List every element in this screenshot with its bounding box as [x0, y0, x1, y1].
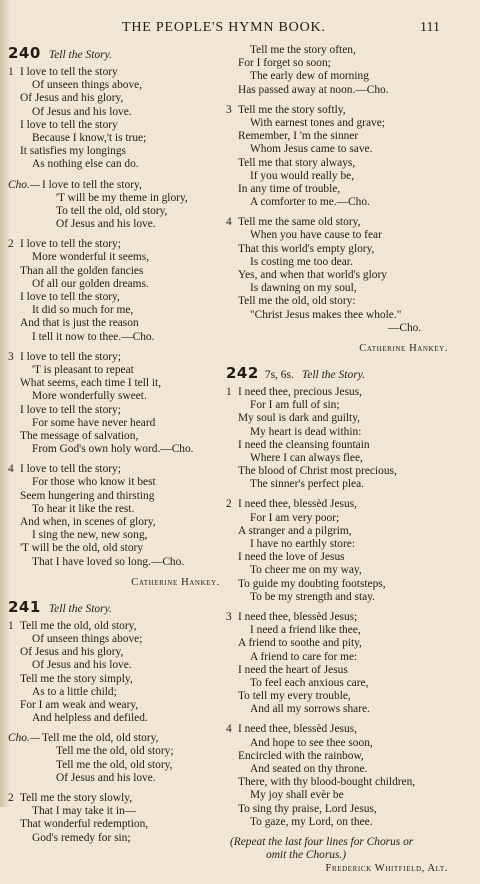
stanza-number: 4: [8, 463, 14, 476]
hymn-title: Tell the Story.: [48, 602, 112, 615]
verse-line: [8, 192, 220, 205]
stanza: [8, 351, 220, 457]
stanza-number: 2: [8, 238, 14, 251]
verse-text: To tell the old, old story,: [56, 204, 168, 217]
stanza: [226, 44, 448, 97]
verse-text: For I am full of sin;: [250, 399, 340, 412]
verse-text: If you would really be,: [250, 169, 355, 182]
verse-line: [226, 295, 448, 308]
verse-line: [8, 106, 220, 119]
verse-text: Of Jesus and his love.: [56, 218, 156, 231]
verse-line: [8, 529, 220, 542]
verse-text: When you have cause to fear: [250, 229, 382, 242]
verse-line: [226, 776, 448, 789]
verse-text: Seem hungering and thirsting: [20, 489, 155, 502]
verse-line: [8, 556, 220, 569]
verse-line: [226, 498, 448, 511]
verse-line: [8, 759, 220, 772]
verse-line: [8, 291, 220, 304]
verse-text: Tell me the story softly,: [238, 103, 346, 116]
stanza: [226, 611, 448, 717]
verse-text: It did so much for me,: [32, 304, 134, 317]
page-header: [0, 20, 480, 38]
verse-text: Tell me the old, old story:: [238, 295, 356, 308]
verse-text: To guide my doubting footsteps,: [238, 577, 386, 590]
verse-line: [8, 490, 220, 503]
verse-line: [8, 805, 220, 818]
stanza-number: 2: [8, 792, 14, 804]
verse-text: Of Jesus and his glory,: [20, 646, 124, 659]
verse-text: For I am weak and weary,: [20, 698, 139, 711]
verse-line: [8, 673, 220, 686]
verse-line: [8, 158, 220, 171]
verse-text: To be my strength and stay.: [250, 590, 376, 603]
verse-text: I love to tell the story;: [20, 463, 121, 476]
verse-line: [226, 183, 448, 196]
verse-line: [226, 816, 448, 829]
verse-line: [226, 57, 448, 70]
verse-text: Of Jesus and his love.: [32, 659, 132, 672]
verse-text: Because I know,'t is true;: [32, 131, 147, 144]
verse-line: [226, 44, 448, 57]
verse-text: I need the heart of Jesus: [238, 663, 348, 676]
verse-text: I need thee, blessèd Jesus,: [238, 498, 357, 511]
stanza: [8, 620, 220, 726]
chorus: [8, 179, 220, 232]
stanza: [226, 216, 448, 335]
hymn-block: [8, 598, 220, 845]
verse-text: To feel each anxious care,: [250, 676, 369, 689]
stanza: [8, 66, 220, 172]
verse-line: [226, 117, 448, 130]
hymn-block: [226, 44, 448, 356]
verse-text: Is costing me too dear.: [250, 255, 353, 268]
verse-text: To tell my every trouble,: [238, 690, 351, 703]
verse-text: And seated on thy throne.: [250, 763, 368, 775]
verse-line: [226, 690, 448, 703]
verse-line: [8, 699, 220, 712]
verse-line: [226, 412, 448, 425]
verse-line: [226, 322, 448, 335]
verse-text: Has passed away at noon.—Cho.: [238, 83, 389, 96]
verse-text: A comforter to me.—Cho.: [250, 196, 370, 209]
verse-text: Of unseen things above,: [32, 79, 143, 92]
verse-text: I love to tell the story: [20, 118, 118, 131]
verse-line: [226, 452, 448, 465]
verse-line: [226, 309, 448, 322]
verse-text: Tell me the old, old story,: [20, 619, 137, 632]
hymn-header: [8, 44, 220, 64]
verse-line: [8, 390, 220, 403]
verse-line: [8, 92, 220, 105]
verse-line: [226, 256, 448, 269]
verse-text: Of all our golden dreams.: [32, 277, 149, 290]
verse-text: I love to tell the story,: [20, 291, 120, 303]
verse-text: I need thee, blessèd Jesus,: [238, 723, 357, 736]
verse-line: [8, 351, 220, 364]
verse-text: Where I can always flee,: [250, 451, 363, 464]
verse-text: I need thee, precious Jesus,: [238, 385, 362, 398]
verse-text: That wonderful redemption,: [20, 818, 149, 831]
stanza-number: 1: [8, 619, 14, 632]
verse-line: [8, 317, 220, 330]
verse-line: [226, 578, 448, 591]
verse-line: [8, 633, 220, 646]
verse-text: The sinner's perfect plea.: [250, 478, 365, 491]
verse-text: Than all the golden fancies: [20, 264, 144, 277]
page-number: 111: [420, 20, 440, 35]
verse-text: Tell me that story always,: [238, 156, 356, 169]
verse-line: [226, 104, 448, 117]
verse-text: To cheer me on my way,: [250, 564, 362, 577]
verse-line: [226, 723, 448, 736]
verse-line: [8, 66, 220, 79]
verse-text: I love to tell the story,: [41, 178, 142, 191]
verse-text: For some have never heard: [32, 416, 156, 429]
verse-line: [8, 238, 220, 251]
stanza: [226, 386, 448, 492]
verse-line: [8, 542, 220, 555]
hymn-title: Tell the Story.: [48, 49, 112, 61]
verse-line: [8, 832, 220, 845]
verse-text: As to a little child;: [32, 685, 117, 698]
verse-text: The early dew of morning: [250, 70, 369, 83]
verse-text: Yes, and when that world's glory: [238, 269, 387, 281]
verse-text: I have no earthly store:: [250, 538, 356, 550]
verse-text: Tell me the old, old story,: [56, 758, 173, 771]
verse-line: [8, 620, 220, 633]
verse-text: My heart is dead within:: [250, 425, 362, 438]
verse-line: [8, 377, 220, 390]
verse-text: Of Jesus and his love.: [56, 771, 156, 784]
hymn-number: 242: [226, 363, 259, 382]
verse-line: [8, 278, 220, 291]
verse-text: That I have loved so long.—Cho.: [32, 555, 185, 568]
verse-line: [226, 803, 448, 816]
hymn-number: 240: [8, 44, 41, 62]
verse-line: [226, 737, 448, 750]
stanza-number: 3: [226, 610, 232, 623]
chorus-label: Cho.—: [8, 178, 40, 191]
verse-line: [226, 426, 448, 439]
stanza-number: 4: [226, 216, 232, 229]
stanza-number: 3: [8, 350, 14, 363]
verse-text: My joy shall evèr be: [250, 789, 344, 802]
verse-line: [8, 404, 220, 417]
verse-text: Of Jesus and his glory,: [20, 92, 124, 105]
verse-text: With earnest tones and grave;: [250, 116, 385, 129]
verse-line: [226, 465, 448, 478]
verse-line: [226, 130, 448, 143]
verse-text: For I am very poor;: [250, 511, 340, 524]
verse-line: [8, 251, 220, 264]
verse-text: I sing the new, new song,: [32, 529, 148, 542]
verse-line: [226, 538, 448, 551]
verse-line: [226, 143, 448, 156]
verse-text: Of Jesus and his love.: [32, 105, 132, 118]
verse-line: [226, 591, 448, 604]
verse-line: [8, 686, 220, 699]
verse-line: [8, 772, 220, 785]
verse-text: To gaze, my Lord, on thee.: [250, 815, 373, 828]
hymn-block: [226, 364, 448, 876]
verse-line: [8, 331, 220, 344]
author-credit: Frederick Whitfield, Alt.: [325, 863, 448, 875]
verse-text: I tell it now to thee.—Cho.: [32, 330, 155, 343]
author-credit: Catherine Hankey.: [359, 342, 448, 354]
verse-text: To hear it like the rest.: [32, 502, 135, 515]
stanza: [226, 104, 448, 210]
verse-text: The blood of Christ most precious,: [238, 465, 397, 478]
verse-text: It satisfies my longings: [20, 145, 126, 158]
verse-line: [226, 399, 448, 412]
verse-line: [8, 516, 220, 529]
verse-line: [8, 179, 220, 192]
verse-text: 'T is pleasant to repeat: [32, 363, 134, 376]
verse-line: [226, 243, 448, 256]
verse-line: [8, 265, 220, 278]
verse-line: [226, 282, 448, 295]
verse-text: Whom Jesus came to save.: [250, 143, 373, 156]
verse-text: That this world's empty glory,: [238, 242, 375, 255]
verse-text: I love to tell the story;: [20, 350, 121, 363]
verse-line: [226, 525, 448, 538]
verse-text: As nothing else can do.: [32, 158, 139, 171]
verse-text: I need the love of Jesus: [238, 551, 345, 564]
verse-line: [8, 218, 220, 231]
verse-text: 'T will be my theme in glory,: [56, 191, 188, 204]
verse-line: [8, 712, 220, 725]
verse-text: The message of salvation,: [20, 429, 139, 442]
verse-line: [8, 646, 220, 659]
verse-line: [226, 439, 448, 452]
verse-text: And hope to see thee soon,: [250, 736, 373, 749]
verse-line: [226, 677, 448, 690]
verse-text: A friend to soothe and pity,: [238, 637, 362, 650]
verse-text: In any time of trouble,: [238, 182, 341, 195]
verse-text: I love to tell the story;: [20, 238, 121, 251]
verse-line: [8, 659, 220, 672]
stanza-number: 1: [226, 385, 232, 398]
verse-text: God's remedy for sin;: [32, 831, 131, 844]
verse-line: [226, 269, 448, 282]
verse-line: [8, 417, 220, 430]
chorus: [8, 732, 220, 785]
verse-text: Encircled with the rainbow,: [238, 749, 364, 762]
verse-line: [226, 789, 448, 802]
verse-line: [8, 745, 220, 758]
hymn-number: 241: [8, 597, 41, 616]
verse-text: "Christ Jesus makes thee whole.": [250, 308, 402, 321]
verse-line: [8, 476, 220, 489]
verse-line: [226, 651, 448, 664]
hymn-title: Tell the Story.: [301, 368, 366, 381]
performance-note: omit the Chorus.): [266, 849, 347, 862]
stanza-number: 3: [226, 103, 232, 116]
stanza: [8, 463, 220, 569]
verse-line: [226, 611, 448, 624]
verse-text: And all my sorrows share.: [250, 703, 370, 716]
verse-text: Tell me the story simply,: [20, 672, 133, 685]
verse-text: There, with thy blood-bought children,: [238, 776, 416, 789]
verse-text: Of unseen things above;: [32, 632, 143, 645]
verse-line: [226, 70, 448, 83]
verse-text: Tell me the old, old story;: [56, 745, 174, 758]
verse-line: [8, 792, 220, 805]
verse-text: More wonderfully sweet.: [32, 390, 147, 403]
verse-line: [8, 818, 220, 831]
verse-text: —Cho.: [388, 321, 422, 334]
stanza: [8, 238, 220, 344]
stanza: [8, 792, 220, 845]
verse-text: And helpless and defiled.: [32, 712, 148, 725]
verse-line: [8, 732, 220, 745]
verse-text: Is dawning on my soul,: [250, 282, 357, 295]
verse-text: I need thee, blessèd Jesus;: [238, 610, 358, 623]
stanza-number: 4: [226, 723, 232, 736]
verse-line: [226, 196, 448, 209]
verse-line: [226, 478, 448, 491]
verse-text: For those who know it best: [32, 476, 156, 489]
verse-line: [226, 386, 448, 399]
verse-text: And that is just the reason: [20, 317, 139, 330]
verse-line: [226, 637, 448, 650]
verse-line: [226, 551, 448, 564]
verse-line: [8, 463, 220, 476]
verse-line: [8, 132, 220, 145]
author-credit: Catherine Hankey.: [131, 576, 220, 588]
performance-note: (Repeat the last four lines for Chorus or: [230, 835, 414, 848]
verse-line: [8, 304, 220, 317]
running-title: THE PEOPLE'S HYMN BOOK.: [122, 20, 326, 35]
verse-text: From God's own holy word.—Cho.: [32, 443, 194, 456]
verse-text: A stranger and a pilgrim,: [238, 524, 352, 537]
chorus-label: Cho.—: [8, 732, 40, 745]
verse-text: What seems, each time I tell it,: [20, 377, 162, 390]
verse-line: [226, 703, 448, 716]
hymn-block: [8, 44, 220, 590]
verse-line: [226, 664, 448, 677]
verse-text: 'T will be the old, old story: [20, 542, 144, 555]
verse-text: Remember, I 'm the sinner: [238, 130, 359, 143]
stanza: [226, 723, 448, 829]
stanza-number: 2: [226, 498, 232, 511]
verse-line: [226, 216, 448, 229]
verse-line: [8, 145, 220, 158]
verse-text: To sing thy praise, Lord Jesus,: [238, 802, 377, 815]
stanza-number: 1: [8, 66, 14, 78]
verse-line: [226, 157, 448, 170]
verse-line: [226, 170, 448, 183]
verse-line: [226, 84, 448, 97]
verse-line: [8, 430, 220, 443]
verse-line: [226, 229, 448, 242]
verse-line: [8, 364, 220, 377]
verse-text: I love to tell the story: [20, 66, 118, 78]
verse-line: [8, 503, 220, 516]
verse-line: [226, 750, 448, 763]
hymn-header: [226, 364, 448, 384]
verse-text: And when, in scenes of glory,: [20, 516, 156, 528]
verse-text: A friend to care for me:: [250, 650, 358, 663]
verse-text: For I forget so soon;: [238, 57, 331, 70]
right-column: [226, 44, 448, 884]
left-column: [8, 44, 220, 852]
verse-line: [226, 624, 448, 637]
verse-line: [226, 763, 448, 776]
hymn-header: [8, 598, 220, 618]
verse-text: Tell me the old, old story,: [41, 732, 159, 745]
verse-line: [8, 443, 220, 456]
verse-line: [8, 119, 220, 132]
verse-text: Tell me the same old story,: [238, 216, 361, 229]
verse-line: [8, 205, 220, 218]
verse-text: My soul is dark and guilty,: [238, 412, 361, 425]
verse-line: [8, 79, 220, 92]
verse-text: I need a friend like thee,: [250, 624, 361, 637]
verse-text: I need the cleansing fountain: [238, 438, 370, 451]
verse-text: Tell me the story slowly,: [20, 792, 133, 804]
verse-text: I love to tell the story;: [20, 403, 121, 416]
hymn-meter: 7s, 6s.: [264, 368, 294, 381]
verse-line: [226, 564, 448, 577]
verse-line: [226, 512, 448, 525]
stanza: [226, 498, 448, 604]
verse-text: More wonderful it seems,: [32, 251, 150, 264]
verse-text: Tell me the story often,: [250, 44, 356, 56]
verse-text: That I may take it in—: [32, 805, 137, 818]
